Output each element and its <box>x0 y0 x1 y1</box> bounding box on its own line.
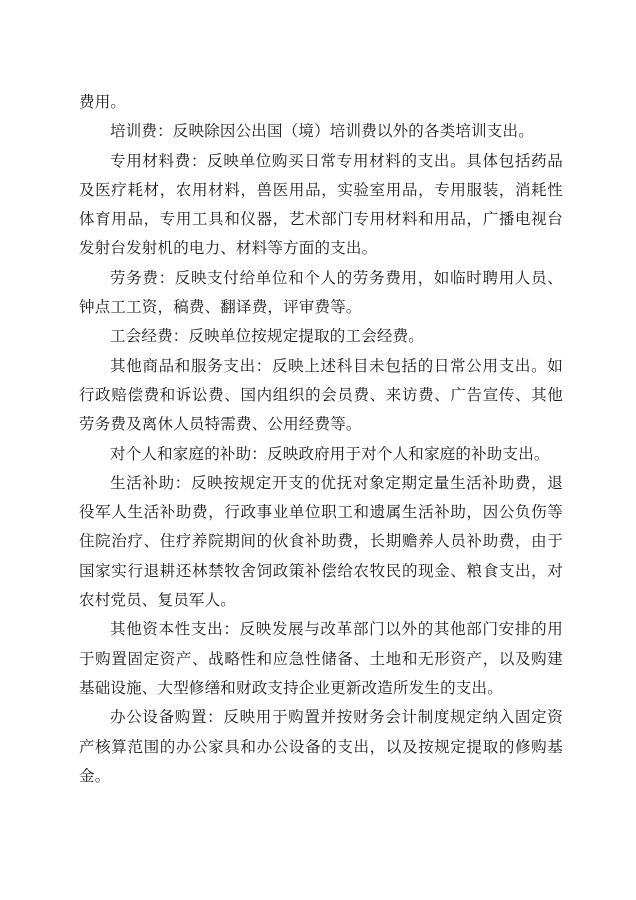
paragraph-other-goods-services: 其他商品和服务支出：反映上述科目未包括的日常公用支出。如行政赔偿费和诉讼费、国内组织的会员费、来访费、广告宣传、其他劳务费及离休人员特需费、公用经费等。 <box>79 356 563 434</box>
paragraph-continuation: 费用。 <box>79 93 127 111</box>
paragraph-office-equipment: 办公设备购置：反映用于购置并按财务会计制度规定纳入固定资产核算范围的办公家具和办公设备的支出，以及按规定提取的修购基金。 <box>79 708 563 785</box>
document-body <box>79 88 563 791</box>
paragraph-living-subsidy: 生活补助：反映按规定开支的优抚对象定期定量生活补助费，退役军人生活补助费，行政事业单位职工和遗属生活补助，因公负伤等住院治疗、住疗养院期间的伙食补助费，长期赡养人员补助费，由于国家实行退耕还林禁牧舍饲政策补偿给农牧民的现金、粮食支出，对农村党员、复员军人。 <box>79 473 563 610</box>
paragraph-other-capital-expenditure: 其他资本性支出：反映发展与改革部门以外的其他部门安排的用于购置固定资产、战略性和应急性储备、土地和无形资产，以及购建基础设施、大型修缮和财政支持企业更新改造所发生的支出。 <box>79 620 563 697</box>
paragraph-special-materials-fee: 专用材料费：反映单位购买日常专用材料的支出。具体包括药品及医疗耗材，农用材料，兽医用品，实验室用品，专用服装，消耗性体育用品，专用工具和仪器，艺术部门专用材料和用品，广播电视台发射台发射机的电力、材料等方面的支出。 <box>79 151 563 258</box>
paragraph-training-fee: 培训费：反映除因公出国（境）培训费以外的各类培训支出。 <box>110 122 534 141</box>
paragraph-labor-fee: 劳务费：反映支付给单位和个人的劳务费用，如临时聘用人员、钟点工工资，稿费、翻译费，评审费等。 <box>79 268 563 317</box>
paragraph-union-fee: 工会经费：反映单位按规定提取的工会经费。 <box>110 327 425 346</box>
paragraph-individual-family-subsidy: 对个人和家庭的补助：反映政府用于对个人和家庭的补助支出。 <box>110 444 550 463</box>
